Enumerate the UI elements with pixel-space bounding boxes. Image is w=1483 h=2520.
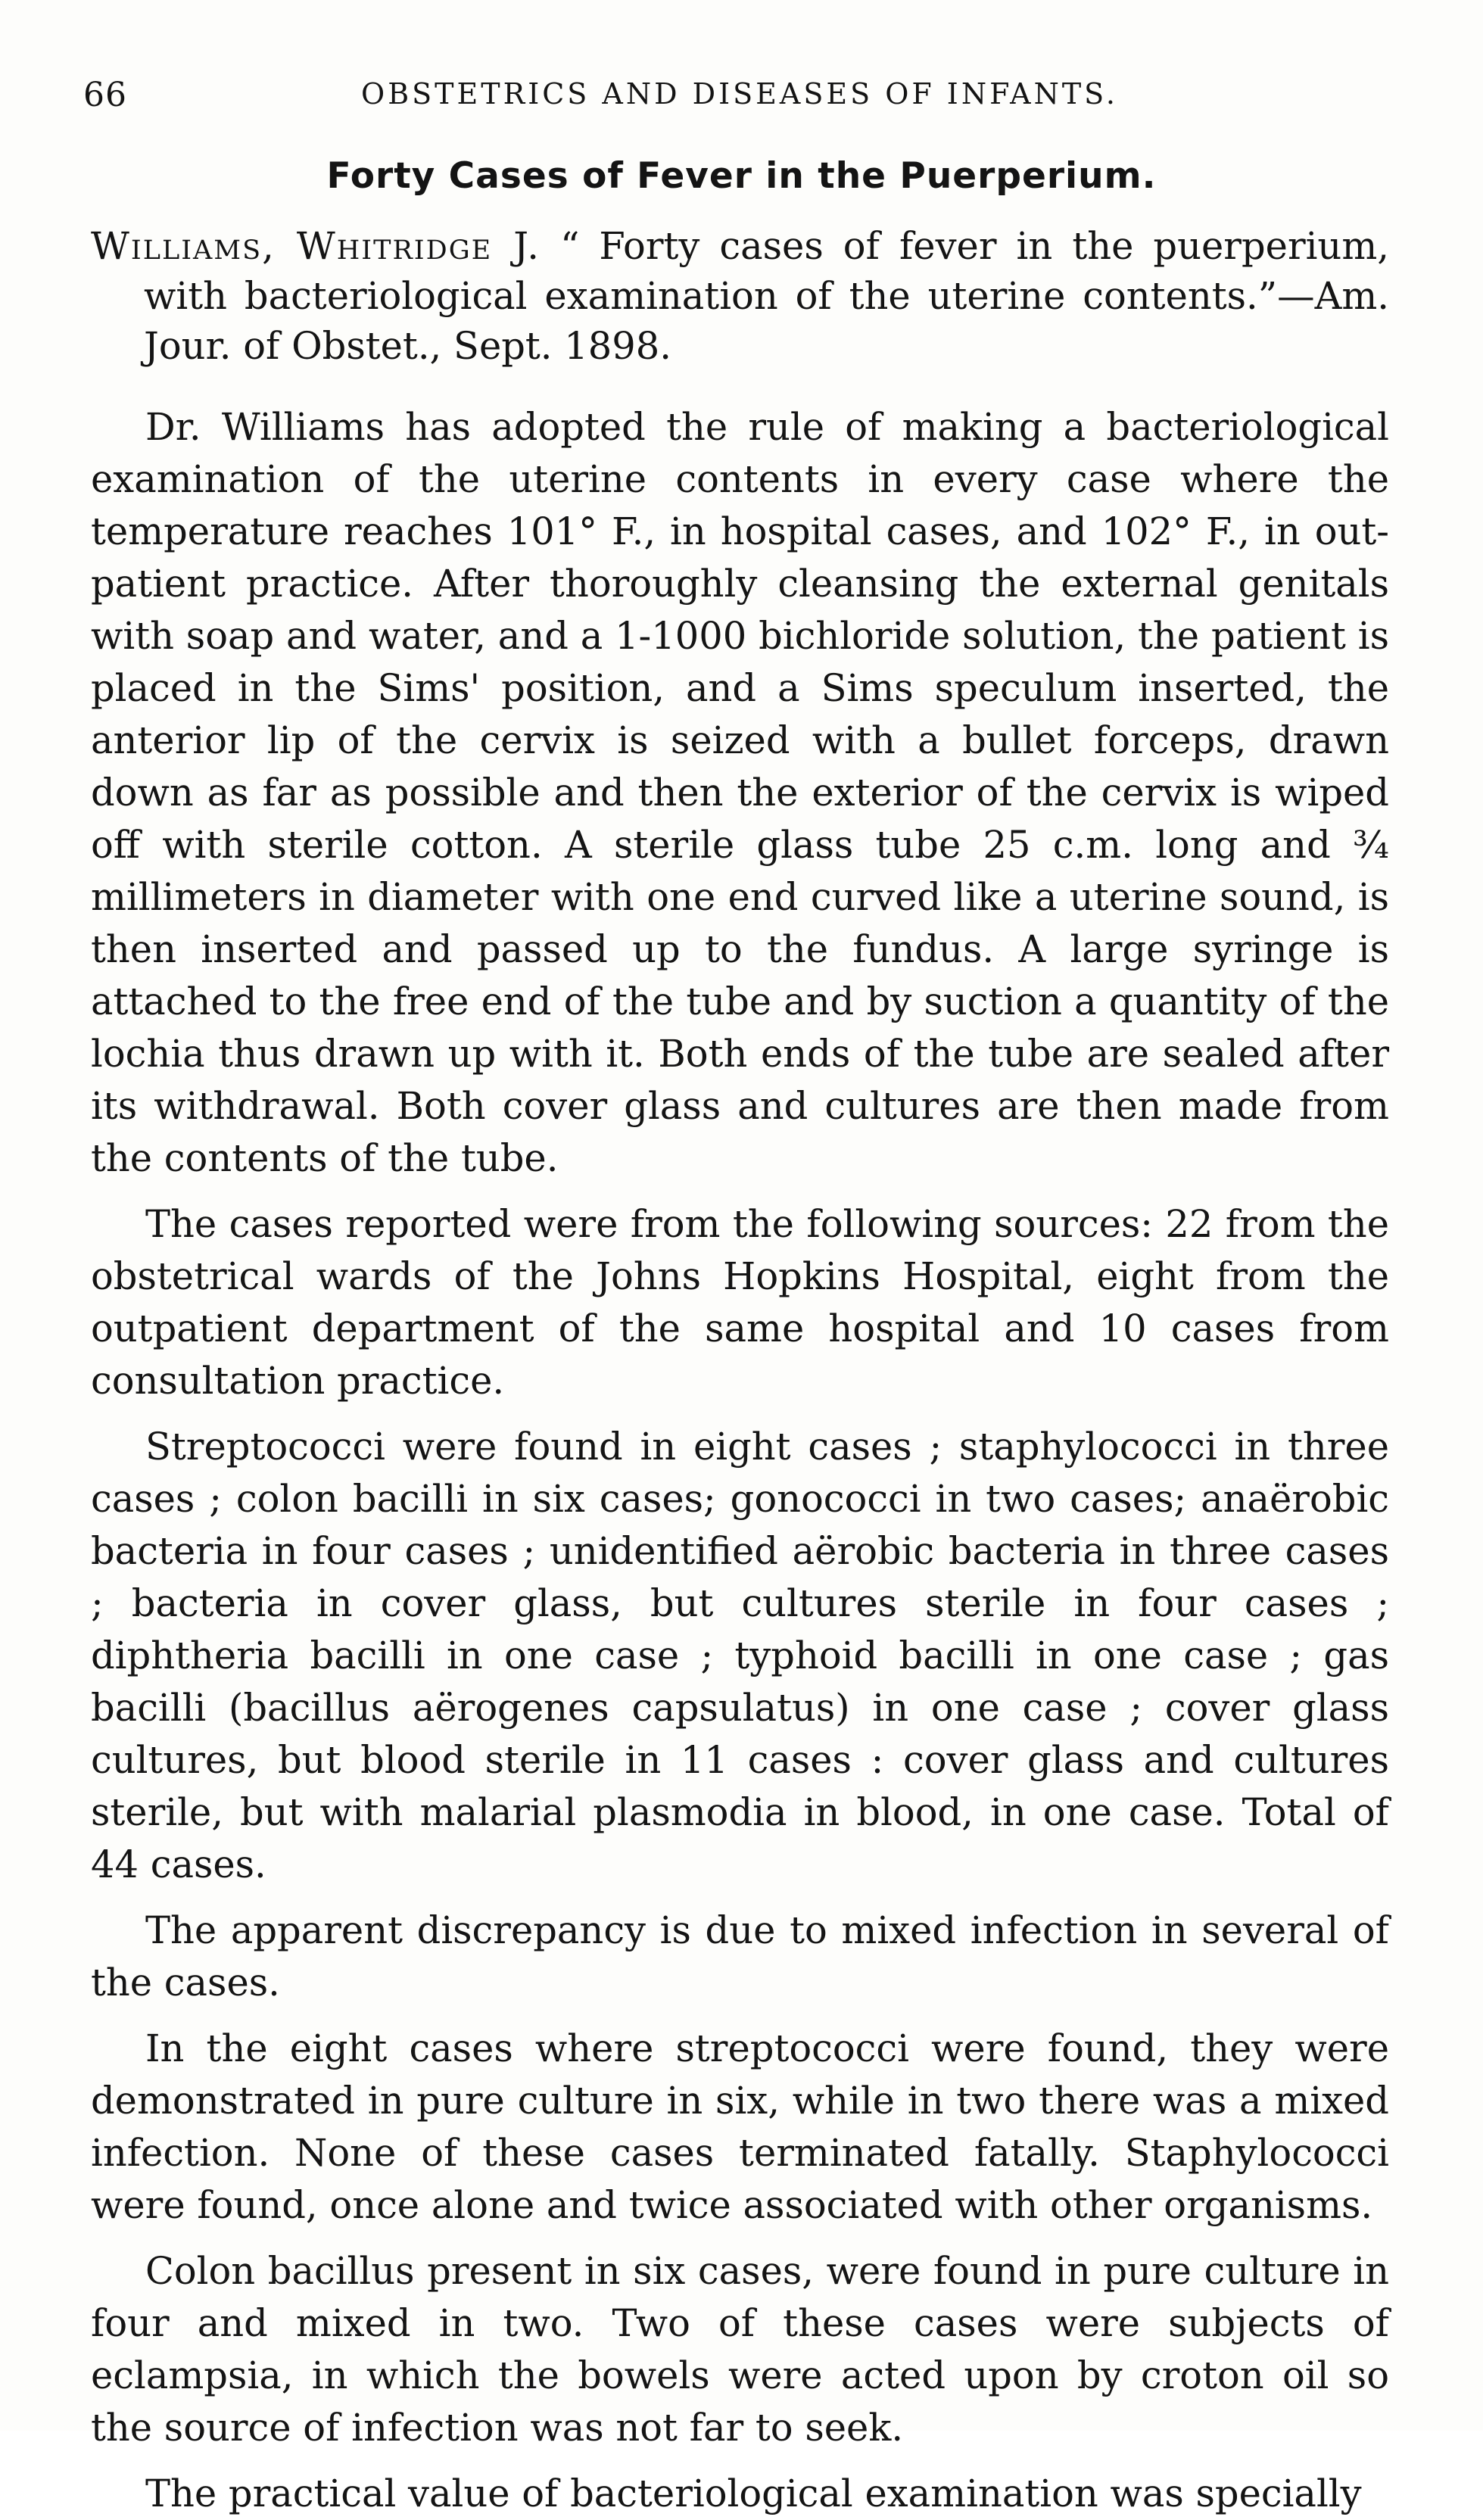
paragraph: Streptococci were found in eight cases ; staphylococci in three cases ; colon bacilli in six cases; gonococci in two cases; anaërobic bacteria in four cases ; unidentified aërobic bacteria in three cases ; bacteria in cover glass, but cultures sterile in four cases ; diphtheria bacilli in one case ; typhoid bacilli in one case ; gas bacilli (bacillus aërogenes capsulatus) in one case ; cover glass cultures, but blood sterile in 11 cases : cover glass and cultures sterile, but with malarial plasmodia in blood, in one case. Total of 44 cases. [91, 1425, 1389, 1886]
journal-header: OBSTETRICS AND DISEASES OF INFANTS. [361, 77, 1118, 111]
paragraph: The cases reported were from the following sources: 22 from the obstetrical wards of the Johns Hopkins Hospital, eight from the outpatient department of the same hospital and 10 cases from consultation practice. [91, 1202, 1389, 1403]
article-title: Forty Cases of Fever in the Puerperium. [326, 155, 1157, 197]
article-body [91, 401, 1389, 2520]
paragraph: The apparent discrepancy is due to mixed infection in several of the cases. [91, 1908, 1389, 2004]
paragraph: Dr. Williams has adopted the rule of making a bacteriological examination of the uterine contents in every case where the temperature reaches 101° F., in hospital cases, and 102° F., in out-patient practice. After thoroughly cleansing the external genitals with soap and water, and a 1-1000 bichloride solution, the patient is placed in the Sims' position, and a Sims speculum inserted, the anterior lip of the cervix is seized with a bullet forceps, drawn down as far as possible and then the exterior of the cervix is wiped off with sterile cotton. A sterile glass tube 25 c.m. long and ¾ millimeters in diameter with one end curved like a uterine sound, is then inserted and passed up to the fundus. A large syringe is attached to the free end of the tube and by suction a quantity of the lochia thus drawn up with it. Both ends of the tube are sealed after its withdrawal. Both cover glass and cultures are then made from the contents of the tube. [91, 405, 1389, 1180]
citation-authors: Williams, Whitridge J. [91, 224, 541, 268]
page-number: 66 [83, 76, 127, 114]
paragraph: In the eight cases where streptococci were found, they were demonstrated in pure culture in six, while in two there was a mixed infection. None of these cases terminated fatally. Staphylococci were found, once alone and twice associated with other organisms. [91, 2026, 1389, 2227]
running-head [83, 76, 1396, 121]
paragraph: The practical value of bacteriological examination was specially [145, 2472, 1362, 2515]
citation [91, 221, 1389, 371]
paragraph: Colon bacillus present in six cases, were found in pure culture in four and mixed in two. Two of these cases were subjects of eclampsia, in which the bowels were acted upon by croton oil so the source of infection was not far to seek. [91, 2249, 1389, 2450]
citation-text: “ Forty cases of fever in the puerperium, with bacteriological examination of the uterine contents.”—Am. Jour. of Obstet., Sept. 1898. [144, 224, 1389, 368]
